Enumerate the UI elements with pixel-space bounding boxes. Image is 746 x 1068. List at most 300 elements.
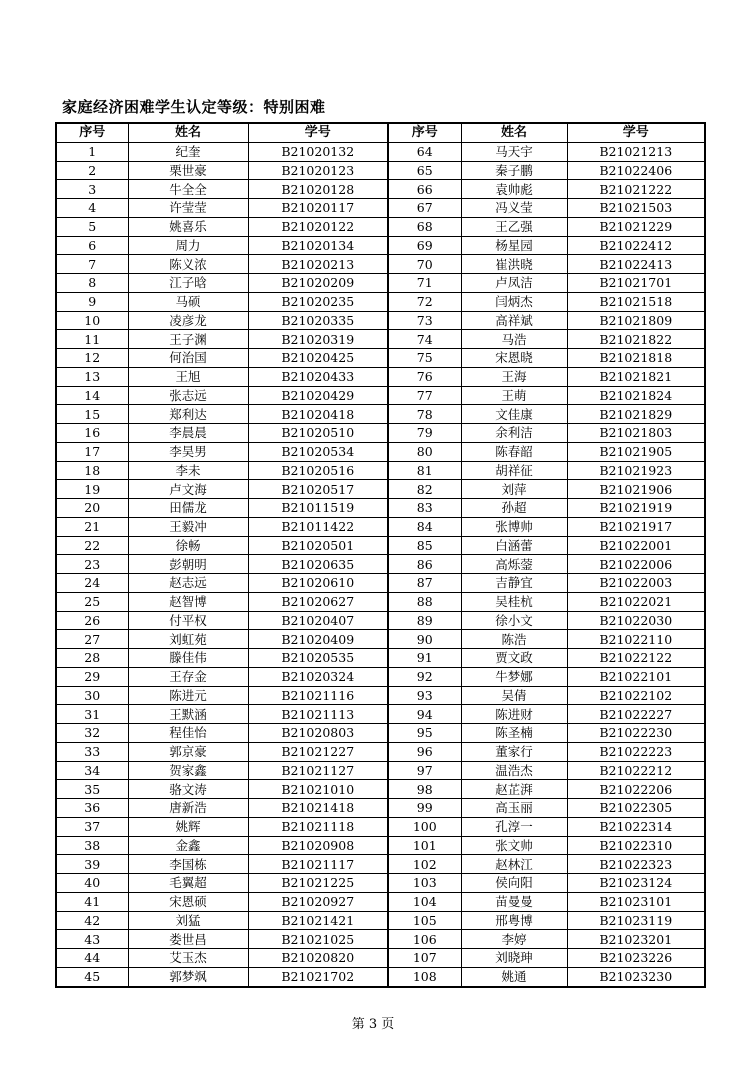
table-row [56, 705, 705, 724]
seq-cell: 27 [56, 630, 128, 649]
name-cell: 王旭 [128, 367, 248, 386]
name-cell: 冯义莹 [461, 199, 567, 218]
table-row [56, 480, 705, 499]
student-id-cell: B21023226 [567, 949, 705, 968]
name-cell: 田儒龙 [128, 499, 248, 518]
table-row [56, 742, 705, 761]
name-cell: 袁帅彪 [461, 180, 567, 199]
student-id-cell: B21020425 [248, 349, 388, 368]
name-cell: 牛全全 [128, 180, 248, 199]
table-row [56, 855, 705, 874]
seq-cell: 34 [56, 761, 128, 780]
seq-cell: 8 [56, 274, 128, 293]
table-row [56, 461, 705, 480]
student-id-cell: B21022030 [567, 611, 705, 630]
name-cell: 苗曼曼 [461, 892, 567, 911]
seq-cell: 19 [56, 480, 128, 499]
student-id-cell: B21022305 [567, 799, 705, 818]
student-id-cell: B21020429 [248, 386, 388, 405]
seq-cell: 82 [388, 480, 461, 499]
name-cell: 凌彦龙 [128, 311, 248, 330]
student-id-cell: B21022314 [567, 817, 705, 836]
table-row [56, 555, 705, 574]
seq-cell: 45 [56, 967, 128, 986]
seq-cell: 18 [56, 461, 128, 480]
student-id-cell: B21021829 [567, 405, 705, 424]
seq-cell: 88 [388, 592, 461, 611]
student-id-cell: B21020134 [248, 236, 388, 255]
seq-cell: 76 [388, 367, 461, 386]
student-id-cell: B21020635 [248, 555, 388, 574]
name-cell: 纪奎 [128, 142, 248, 161]
name-cell: 姚通 [461, 967, 567, 986]
name-cell: 张博帅 [461, 517, 567, 536]
seq-cell: 39 [56, 855, 128, 874]
page-title: 家庭经济困难学生认定等级：特别困难 [62, 98, 326, 116]
table-row [56, 405, 705, 424]
seq-cell: 89 [388, 611, 461, 630]
name-cell: 徐畅 [128, 536, 248, 555]
seq-cell: 93 [388, 686, 461, 705]
table-row [56, 499, 705, 518]
seq-cell: 77 [388, 386, 461, 405]
student-id-cell: B21020319 [248, 330, 388, 349]
name-cell: 陈春韶 [461, 442, 567, 461]
seq-cell: 15 [56, 405, 128, 424]
student-table [55, 122, 706, 988]
name-cell: 王子渊 [128, 330, 248, 349]
name-cell: 董家行 [461, 742, 567, 761]
table-row [56, 574, 705, 593]
name-cell: 毛翼超 [128, 874, 248, 893]
seq-cell: 11 [56, 330, 128, 349]
name-cell: 李晨晨 [128, 424, 248, 443]
seq-cell: 91 [388, 649, 461, 668]
seq-cell: 98 [388, 780, 461, 799]
student-id-cell: B21020610 [248, 574, 388, 593]
seq-cell: 2 [56, 161, 128, 180]
table-row [56, 874, 705, 893]
name-cell: 高祥斌 [461, 311, 567, 330]
student-id-cell: B21020516 [248, 461, 388, 480]
student-id-cell: B21021821 [567, 367, 705, 386]
student-id-cell: B21020235 [248, 292, 388, 311]
seq-cell: 26 [56, 611, 128, 630]
student-id-cell: B21020908 [248, 836, 388, 855]
seq-cell: 97 [388, 761, 461, 780]
student-id-cell: B21022227 [567, 705, 705, 724]
table-row [56, 967, 705, 986]
table-row [56, 274, 705, 293]
student-id-cell: B21020409 [248, 630, 388, 649]
name-cell: 艾玉杰 [128, 949, 248, 968]
name-cell: 李未 [128, 461, 248, 480]
student-id-cell: B21020535 [248, 649, 388, 668]
student-id-cell: B21022101 [567, 667, 705, 686]
table-row [56, 949, 705, 968]
seq-cell: 23 [56, 555, 128, 574]
name-cell: 崔洪晓 [461, 255, 567, 274]
student-id-cell: B21023101 [567, 892, 705, 911]
name-cell: 王乙强 [461, 217, 567, 236]
seq-cell: 73 [388, 311, 461, 330]
student-id-cell: B21020407 [248, 611, 388, 630]
table-row [56, 911, 705, 930]
seq-cell: 14 [56, 386, 128, 405]
student-id-cell: B21021418 [248, 799, 388, 818]
seq-cell: 20 [56, 499, 128, 518]
name-cell: 闫炳杰 [461, 292, 567, 311]
seq-cell: 65 [388, 161, 461, 180]
name-cell: 江子晗 [128, 274, 248, 293]
seq-cell: 33 [56, 742, 128, 761]
table-row [56, 367, 705, 386]
table-row [56, 667, 705, 686]
name-cell: 王海 [461, 367, 567, 386]
name-cell: 张文帅 [461, 836, 567, 855]
table-row [56, 536, 705, 555]
name-cell: 郭梦飒 [128, 967, 248, 986]
student-id-cell: B21021025 [248, 930, 388, 949]
seq-cell: 24 [56, 574, 128, 593]
student-id-cell: B21021127 [248, 761, 388, 780]
name-cell: 唐新浩 [128, 799, 248, 818]
student-id-cell: B21020501 [248, 536, 388, 555]
name-cell: 何治国 [128, 349, 248, 368]
student-id-cell: B21020117 [248, 199, 388, 218]
seq-cell: 35 [56, 780, 128, 799]
student-id-cell: B21011422 [248, 517, 388, 536]
table-row [56, 761, 705, 780]
seq-cell: 86 [388, 555, 461, 574]
table-row [56, 349, 705, 368]
seq-cell: 22 [56, 536, 128, 555]
seq-cell: 1 [56, 142, 128, 161]
name-cell: 宋恩晓 [461, 349, 567, 368]
seq-cell: 29 [56, 667, 128, 686]
student-id-cell: B21021116 [248, 686, 388, 705]
student-id-cell: B21021822 [567, 330, 705, 349]
seq-cell: 32 [56, 724, 128, 743]
name-cell: 陈进财 [461, 705, 567, 724]
column-header-student-id: 学号 [248, 123, 388, 142]
name-cell: 赵智博 [128, 592, 248, 611]
table-row [56, 611, 705, 630]
student-id-cell: B21021113 [248, 705, 388, 724]
name-cell: 马天宇 [461, 142, 567, 161]
seq-cell: 4 [56, 199, 128, 218]
seq-cell: 36 [56, 799, 128, 818]
name-cell: 文佳康 [461, 405, 567, 424]
student-id-cell: B21022323 [567, 855, 705, 874]
seq-cell: 64 [388, 142, 461, 161]
seq-cell: 30 [56, 686, 128, 705]
name-cell: 孙超 [461, 499, 567, 518]
student-id-cell: B21020209 [248, 274, 388, 293]
seq-cell: 43 [56, 930, 128, 949]
table-row [56, 799, 705, 818]
table-row [56, 330, 705, 349]
name-cell: 邢粤博 [461, 911, 567, 930]
column-header-name: 姓名 [461, 123, 567, 142]
seq-cell: 103 [388, 874, 461, 893]
name-cell: 陈圣楠 [461, 724, 567, 743]
name-cell: 程佳怡 [128, 724, 248, 743]
name-cell: 陈浩 [461, 630, 567, 649]
seq-cell: 72 [388, 292, 461, 311]
student-id-cell: B21021906 [567, 480, 705, 499]
name-cell: 李国栋 [128, 855, 248, 874]
table-row [56, 517, 705, 536]
table-row [56, 386, 705, 405]
name-cell: 侯向阳 [461, 874, 567, 893]
seq-cell: 75 [388, 349, 461, 368]
seq-cell: 81 [388, 461, 461, 480]
column-header-student-id: 学号 [567, 123, 705, 142]
seq-cell: 71 [388, 274, 461, 293]
table-row [56, 311, 705, 330]
student-id-cell: B21021803 [567, 424, 705, 443]
seq-cell: 67 [388, 199, 461, 218]
student-id-cell: B21021923 [567, 461, 705, 480]
name-cell: 滕佳伟 [128, 649, 248, 668]
student-id-cell: B21021503 [567, 199, 705, 218]
name-cell: 赵芷湃 [461, 780, 567, 799]
seq-cell: 99 [388, 799, 461, 818]
name-cell: 高玉丽 [461, 799, 567, 818]
name-cell: 刘虹苑 [128, 630, 248, 649]
seq-cell: 85 [388, 536, 461, 555]
name-cell: 周力 [128, 236, 248, 255]
student-id-cell: B21021229 [567, 217, 705, 236]
student-id-cell: B21022412 [567, 236, 705, 255]
table-row [56, 724, 705, 743]
table-row [56, 836, 705, 855]
name-cell: 李婷 [461, 930, 567, 949]
student-id-cell: B21021917 [567, 517, 705, 536]
name-cell: 陈进元 [128, 686, 248, 705]
name-cell: 赵志远 [128, 574, 248, 593]
student-id-cell: B21023119 [567, 911, 705, 930]
name-cell: 牛梦娜 [461, 667, 567, 686]
student-id-cell: B21020418 [248, 405, 388, 424]
student-id-cell: B21020335 [248, 311, 388, 330]
name-cell: 贺家鑫 [128, 761, 248, 780]
name-cell: 刘晓珅 [461, 949, 567, 968]
name-cell: 张志远 [128, 386, 248, 405]
table-row [56, 424, 705, 443]
table-row [56, 686, 705, 705]
name-cell: 郭京豪 [128, 742, 248, 761]
seq-cell: 70 [388, 255, 461, 274]
seq-cell: 106 [388, 930, 461, 949]
seq-cell: 17 [56, 442, 128, 461]
student-id-cell: B21020433 [248, 367, 388, 386]
name-cell: 彭朝明 [128, 555, 248, 574]
name-cell: 孔淳一 [461, 817, 567, 836]
table-row [56, 649, 705, 668]
name-cell: 陈义浓 [128, 255, 248, 274]
seq-cell: 95 [388, 724, 461, 743]
name-cell: 杨星园 [461, 236, 567, 255]
student-id-cell: B21011519 [248, 499, 388, 518]
student-id-cell: B21022230 [567, 724, 705, 743]
table-row [56, 592, 705, 611]
student-id-cell: B21021222 [567, 180, 705, 199]
seq-cell: 37 [56, 817, 128, 836]
name-cell: 白涵蕾 [461, 536, 567, 555]
seq-cell: 107 [388, 949, 461, 968]
seq-cell: 40 [56, 874, 128, 893]
seq-cell: 5 [56, 217, 128, 236]
seq-cell: 10 [56, 311, 128, 330]
name-cell: 李昊男 [128, 442, 248, 461]
student-id-cell: B21020123 [248, 161, 388, 180]
name-cell: 郑利达 [128, 405, 248, 424]
table-row [56, 255, 705, 274]
seq-cell: 6 [56, 236, 128, 255]
column-header-seq: 序号 [56, 123, 128, 142]
name-cell: 秦子鹏 [461, 161, 567, 180]
student-id-cell: B21022223 [567, 742, 705, 761]
student-id-cell: B21022001 [567, 536, 705, 555]
name-cell: 王毅冲 [128, 517, 248, 536]
student-id-cell: B21020324 [248, 667, 388, 686]
seq-cell: 80 [388, 442, 461, 461]
seq-cell: 102 [388, 855, 461, 874]
student-id-cell: B21022206 [567, 780, 705, 799]
name-cell: 胡祥征 [461, 461, 567, 480]
student-id-cell: B21022021 [567, 592, 705, 611]
seq-cell: 104 [388, 892, 461, 911]
student-id-cell: B21021225 [248, 874, 388, 893]
table-row [56, 161, 705, 180]
name-cell: 刘萍 [461, 480, 567, 499]
student-id-cell: B21021518 [567, 292, 705, 311]
table-row [56, 630, 705, 649]
student-id-cell: B21022006 [567, 555, 705, 574]
student-id-cell: B21020927 [248, 892, 388, 911]
seq-cell: 87 [388, 574, 461, 593]
seq-cell: 78 [388, 405, 461, 424]
table-row [56, 292, 705, 311]
name-cell: 马硕 [128, 292, 248, 311]
student-id-cell: B21022110 [567, 630, 705, 649]
seq-cell: 69 [388, 236, 461, 255]
table-header-row [56, 123, 705, 142]
name-cell: 王存金 [128, 667, 248, 686]
table-row [56, 780, 705, 799]
name-cell: 吉静宜 [461, 574, 567, 593]
name-cell: 娄世昌 [128, 930, 248, 949]
student-id-cell: B21021117 [248, 855, 388, 874]
student-id-cell: B21020213 [248, 255, 388, 274]
seq-cell: 42 [56, 911, 128, 930]
name-cell: 贾文政 [461, 649, 567, 668]
student-id-cell: B21022212 [567, 761, 705, 780]
name-cell: 高烁蓥 [461, 555, 567, 574]
name-cell: 吴倩 [461, 686, 567, 705]
seq-cell: 44 [56, 949, 128, 968]
student-id-cell: B21022003 [567, 574, 705, 593]
page-number: 第 3 页 [351, 1017, 395, 1032]
table-row [56, 180, 705, 199]
seq-cell: 68 [388, 217, 461, 236]
name-cell: 刘猛 [128, 911, 248, 930]
student-id-cell: B21021118 [248, 817, 388, 836]
name-cell: 吴桂杭 [461, 592, 567, 611]
student-id-cell: B21021702 [248, 967, 388, 986]
student-id-cell: B21022413 [567, 255, 705, 274]
table-row [56, 442, 705, 461]
seq-cell: 7 [56, 255, 128, 274]
name-cell: 余利洁 [461, 424, 567, 443]
name-cell: 温浩杰 [461, 761, 567, 780]
student-id-cell: B21020510 [248, 424, 388, 443]
student-id-cell: B21022102 [567, 686, 705, 705]
seq-cell: 74 [388, 330, 461, 349]
student-id-cell: B21021227 [248, 742, 388, 761]
seq-cell: 79 [388, 424, 461, 443]
seq-cell: 25 [56, 592, 128, 611]
table-row [56, 217, 705, 236]
seq-cell: 84 [388, 517, 461, 536]
name-cell: 徐小文 [461, 611, 567, 630]
name-cell: 姚辉 [128, 817, 248, 836]
student-id-cell: B21020122 [248, 217, 388, 236]
name-cell: 许莹莹 [128, 199, 248, 218]
table-row [56, 817, 705, 836]
seq-cell: 41 [56, 892, 128, 911]
student-id-cell: B21021919 [567, 499, 705, 518]
seq-cell: 92 [388, 667, 461, 686]
student-id-cell: B21020534 [248, 442, 388, 461]
name-cell: 宋恩硕 [128, 892, 248, 911]
table-row [56, 930, 705, 949]
student-id-cell: B21023201 [567, 930, 705, 949]
student-id-cell: B21023230 [567, 967, 705, 986]
student-id-cell: B21020820 [248, 949, 388, 968]
student-id-cell: B21021809 [567, 311, 705, 330]
table-row [56, 142, 705, 161]
seq-cell: 12 [56, 349, 128, 368]
seq-cell: 105 [388, 911, 461, 930]
name-cell: 王默涵 [128, 705, 248, 724]
seq-cell: 3 [56, 180, 128, 199]
name-cell: 姚喜乐 [128, 217, 248, 236]
student-id-cell: B21021824 [567, 386, 705, 405]
name-cell: 王萌 [461, 386, 567, 405]
name-cell: 金鑫 [128, 836, 248, 855]
seq-cell: 16 [56, 424, 128, 443]
student-id-cell: B21023124 [567, 874, 705, 893]
name-cell: 赵林江 [461, 855, 567, 874]
student-id-cell: B21021213 [567, 142, 705, 161]
student-id-cell: B21020517 [248, 480, 388, 499]
seq-cell: 90 [388, 630, 461, 649]
seq-cell: 108 [388, 967, 461, 986]
name-cell: 卢凤洁 [461, 274, 567, 293]
table-row [56, 236, 705, 255]
seq-cell: 9 [56, 292, 128, 311]
table-row [56, 892, 705, 911]
seq-cell: 100 [388, 817, 461, 836]
seq-cell: 101 [388, 836, 461, 855]
seq-cell: 28 [56, 649, 128, 668]
student-id-cell: B21020803 [248, 724, 388, 743]
student-id-cell: B21020627 [248, 592, 388, 611]
student-id-cell: B21022406 [567, 161, 705, 180]
